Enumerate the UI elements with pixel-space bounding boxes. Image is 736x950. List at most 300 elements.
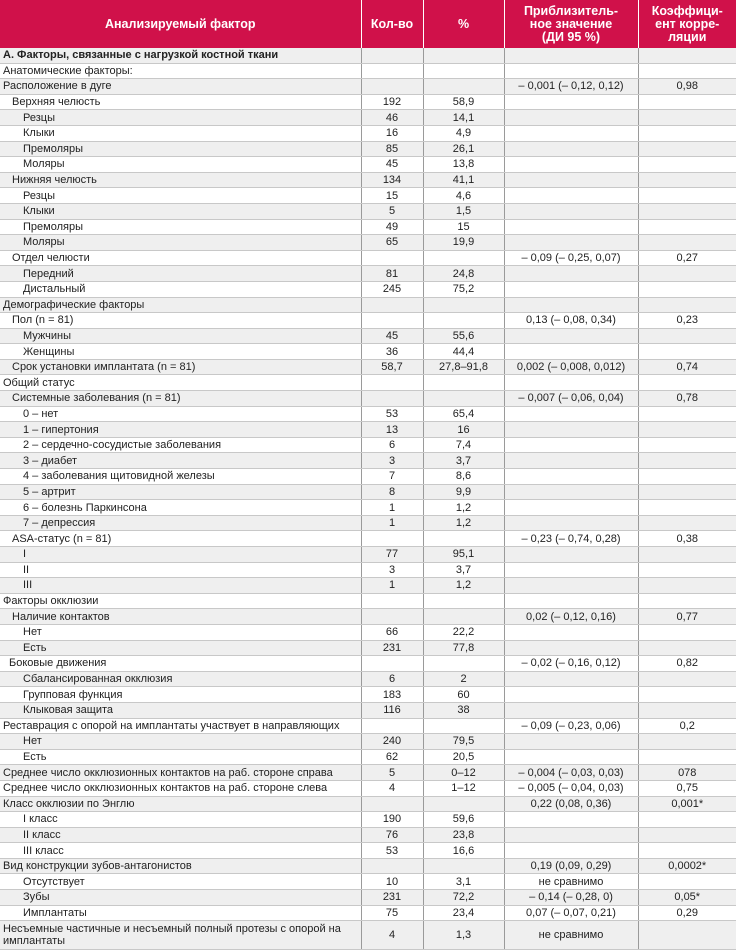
- header-correlation: Коэффици- ент корре- ляции: [638, 0, 736, 48]
- correlation-cell: [638, 640, 736, 656]
- percent-cell: 38: [423, 702, 504, 718]
- percent-cell: [423, 531, 504, 547]
- percent-cell: 60: [423, 687, 504, 703]
- percent-cell: 16,6: [423, 843, 504, 859]
- approx-value-cell: 0,002 (– 0,008, 0,012): [504, 359, 638, 375]
- count-cell: 77: [361, 547, 423, 563]
- approx-value-cell: [504, 469, 638, 485]
- correlation-cell: [638, 593, 736, 609]
- approx-value-cell: [504, 484, 638, 500]
- correlation-cell: [638, 453, 736, 469]
- approx-value-cell: [504, 500, 638, 516]
- count-cell: 66: [361, 624, 423, 640]
- factor-cell: Вид конструкции зубов-антагонистов: [0, 858, 361, 874]
- count-cell: [361, 796, 423, 812]
- correlation-cell: 078: [638, 765, 736, 781]
- percent-cell: 1,3: [423, 921, 504, 950]
- count-cell: 231: [361, 640, 423, 656]
- factor-cell: Клыки: [0, 125, 361, 141]
- table-row: [0, 593, 736, 609]
- factor-cell: 4 – заболевания щитовидной железы: [0, 469, 361, 485]
- table-row: [0, 188, 736, 204]
- count-cell: 81: [361, 266, 423, 282]
- correlation-cell: [638, 281, 736, 297]
- count-cell: 8: [361, 484, 423, 500]
- correlation-cell: 0,78: [638, 391, 736, 407]
- count-cell: 75: [361, 905, 423, 921]
- count-cell: 45: [361, 328, 423, 344]
- percent-cell: [423, 391, 504, 407]
- count-cell: 4: [361, 921, 423, 950]
- approx-value-cell: [504, 671, 638, 687]
- correlation-cell: [638, 562, 736, 578]
- correlation-cell: [638, 110, 736, 126]
- count-cell: 1: [361, 515, 423, 531]
- percent-cell: [423, 375, 504, 391]
- approx-value-cell: [504, 437, 638, 453]
- correlation-cell: [638, 624, 736, 640]
- correlation-cell: [638, 578, 736, 594]
- percent-cell: [423, 796, 504, 812]
- count-cell: 3: [361, 453, 423, 469]
- table-row: [0, 94, 736, 110]
- table-row: [0, 157, 736, 173]
- factor-cell: Нижняя челюсть: [0, 172, 361, 188]
- count-cell: 1: [361, 578, 423, 594]
- correlation-cell: [638, 157, 736, 173]
- percent-cell: 3,7: [423, 562, 504, 578]
- table-row: [0, 578, 736, 594]
- correlation-cell: 0,001*: [638, 796, 736, 812]
- correlation-cell: [638, 749, 736, 765]
- table-row: [0, 905, 736, 921]
- factor-cell: 0 – нет: [0, 406, 361, 422]
- factor-cell: Срок установки имплантата (n = 81): [0, 359, 361, 375]
- count-cell: 15: [361, 188, 423, 204]
- factor-cell: Среднее число окклюзионных контактов на раб. стороне справа: [0, 765, 361, 781]
- percent-cell: 4,6: [423, 188, 504, 204]
- correlation-cell: [638, 671, 736, 687]
- percent-cell: 3,7: [423, 453, 504, 469]
- factor-cell: Пол (n = 81): [0, 313, 361, 329]
- percent-cell: 77,8: [423, 640, 504, 656]
- table-row: [0, 796, 736, 812]
- approx-value-cell: [504, 827, 638, 843]
- count-cell: 6: [361, 671, 423, 687]
- table-row: [0, 406, 736, 422]
- correlation-cell: [638, 219, 736, 235]
- header-count: Кол-во: [361, 0, 423, 48]
- count-cell: 245: [361, 281, 423, 297]
- percent-cell: 19,9: [423, 235, 504, 251]
- factor-cell: Класс окклюзии по Энглю: [0, 796, 361, 812]
- table-row: [0, 874, 736, 890]
- percent-cell: [423, 656, 504, 672]
- approx-value-cell: [504, 687, 638, 703]
- table-row: [0, 391, 736, 407]
- correlation-cell: 0,0002*: [638, 858, 736, 874]
- table-row: [0, 484, 736, 500]
- factor-cell: Клыковая защита: [0, 702, 361, 718]
- table-row: [0, 328, 736, 344]
- factor-cell: Моляры: [0, 157, 361, 173]
- percent-cell: [423, 609, 504, 625]
- correlation-cell: 0,82: [638, 656, 736, 672]
- correlation-cell: [638, 469, 736, 485]
- factor-cell: Верхняя челюсть: [0, 94, 361, 110]
- approx-value-cell: [504, 266, 638, 282]
- factor-cell: Премоляры: [0, 141, 361, 157]
- percent-cell: 16: [423, 422, 504, 438]
- count-cell: [361, 375, 423, 391]
- correlation-cell: [638, 266, 736, 282]
- correlation-cell: [638, 375, 736, 391]
- correlation-cell: [638, 843, 736, 859]
- table-row: [0, 843, 736, 859]
- table-row: [0, 110, 736, 126]
- percent-cell: [423, 48, 504, 63]
- percent-cell: 3,1: [423, 874, 504, 890]
- correlation-cell: [638, 406, 736, 422]
- factor-cell: Групповая функция: [0, 687, 361, 703]
- correlation-cell: [638, 500, 736, 516]
- table-row: [0, 453, 736, 469]
- correlation-cell: [638, 344, 736, 360]
- correlation-cell: 0,38: [638, 531, 736, 547]
- approx-value-cell: [504, 188, 638, 204]
- correlation-cell: 0,77: [638, 609, 736, 625]
- approx-value-cell: – 0,23 (– 0,74, 0,28): [504, 531, 638, 547]
- percent-cell: 24,8: [423, 266, 504, 282]
- count-cell: 49: [361, 219, 423, 235]
- percent-cell: 27,8–91,8: [423, 359, 504, 375]
- percent-cell: 1,2: [423, 515, 504, 531]
- table-row: [0, 858, 736, 874]
- percent-cell: 22,2: [423, 624, 504, 640]
- count-cell: [361, 858, 423, 874]
- factor-cell: Отдел челюсти: [0, 250, 361, 266]
- count-cell: [361, 48, 423, 63]
- factor-cell: Клыки: [0, 203, 361, 219]
- factor-cell: Демографические факторы: [0, 297, 361, 313]
- count-cell: 58,7: [361, 359, 423, 375]
- approx-value-cell: [504, 640, 638, 656]
- correlation-cell: [638, 328, 736, 344]
- factor-cell: ASA-статус (n = 81): [0, 531, 361, 547]
- count-cell: 116: [361, 702, 423, 718]
- factor-cell: Системные заболевания (n = 81): [0, 391, 361, 407]
- factor-cell: Зубы: [0, 890, 361, 906]
- table-row: [0, 921, 736, 950]
- table-row: [0, 500, 736, 516]
- approx-value-cell: 0,02 (– 0,12, 0,16): [504, 609, 638, 625]
- percent-cell: 75,2: [423, 281, 504, 297]
- count-cell: 1: [361, 500, 423, 516]
- table-row: [0, 749, 736, 765]
- approx-value-cell: [504, 110, 638, 126]
- table-row: [0, 765, 736, 781]
- approx-value-cell: [504, 515, 638, 531]
- count-cell: 53: [361, 843, 423, 859]
- count-cell: 16: [361, 125, 423, 141]
- approx-value-cell: [504, 453, 638, 469]
- percent-cell: 26,1: [423, 141, 504, 157]
- table-row: [0, 734, 736, 750]
- count-cell: [361, 718, 423, 734]
- correlation-cell: [638, 921, 736, 950]
- factor-cell: Реставрация с опорой на имплантаты участвует в направляющих: [0, 718, 361, 734]
- correlation-cell: 0,75: [638, 780, 736, 796]
- percent-cell: 1,2: [423, 578, 504, 594]
- percent-cell: 23,4: [423, 905, 504, 921]
- factor-cell: Резцы: [0, 110, 361, 126]
- correlation-cell: [638, 484, 736, 500]
- table-row: [0, 718, 736, 734]
- table-row: [0, 250, 736, 266]
- approx-value-cell: не сравнимо: [504, 874, 638, 890]
- percent-cell: 8,6: [423, 469, 504, 485]
- approx-value-cell: [504, 219, 638, 235]
- table-row: [0, 562, 736, 578]
- correlation-cell: [638, 203, 736, 219]
- percent-cell: [423, 79, 504, 95]
- table-row: [0, 48, 736, 63]
- percent-cell: [423, 718, 504, 734]
- count-cell: [361, 609, 423, 625]
- count-cell: 183: [361, 687, 423, 703]
- factor-cell: Анатомические факторы:: [0, 63, 361, 79]
- percent-cell: 2: [423, 671, 504, 687]
- count-cell: 65: [361, 235, 423, 251]
- approx-value-cell: [504, 125, 638, 141]
- approx-value-cell: [504, 172, 638, 188]
- percent-cell: 79,5: [423, 734, 504, 750]
- percent-cell: [423, 63, 504, 79]
- percent-cell: [423, 858, 504, 874]
- correlation-cell: [638, 515, 736, 531]
- factor-cell: Сбалансированная окклюзия: [0, 671, 361, 687]
- table-row: [0, 780, 736, 796]
- factor-cell: А. Факторы, связанные с нагрузкой костной ткани: [0, 48, 361, 63]
- correlation-cell: [638, 422, 736, 438]
- percent-cell: 23,8: [423, 827, 504, 843]
- correlation-cell: [638, 125, 736, 141]
- correlation-cell: [638, 297, 736, 313]
- percent-cell: 4,9: [423, 125, 504, 141]
- approx-value-cell: [504, 48, 638, 63]
- approx-value-cell: – 0,14 (– 0,28, 0): [504, 890, 638, 906]
- factor-cell: 1 – гипертония: [0, 422, 361, 438]
- percent-cell: 1–12: [423, 780, 504, 796]
- approx-value-cell: [504, 203, 638, 219]
- count-cell: [361, 297, 423, 313]
- correlation-cell: 0,23: [638, 313, 736, 329]
- approx-value-cell: [504, 593, 638, 609]
- correlation-cell: [638, 141, 736, 157]
- factor-cell: Моляры: [0, 235, 361, 251]
- correlation-cell: [638, 827, 736, 843]
- percent-cell: [423, 297, 504, 313]
- table-row: [0, 297, 736, 313]
- table-row: [0, 640, 736, 656]
- table-row: [0, 827, 736, 843]
- count-cell: 240: [361, 734, 423, 750]
- factor-cell: 3 – диабет: [0, 453, 361, 469]
- percent-cell: 1,5: [423, 203, 504, 219]
- approx-value-cell: [504, 578, 638, 594]
- factor-cell: III: [0, 578, 361, 594]
- factor-cell: 7 – депрессия: [0, 515, 361, 531]
- factor-cell: Нет: [0, 624, 361, 640]
- percent-cell: 15: [423, 219, 504, 235]
- count-cell: 5: [361, 765, 423, 781]
- percent-cell: 1,2: [423, 500, 504, 516]
- table-row: [0, 624, 736, 640]
- table-row: [0, 422, 736, 438]
- header-approx-value: Приблизитель- ное значение (ДИ 95 %): [504, 0, 638, 48]
- correlation-cell: 0,29: [638, 905, 736, 921]
- percent-cell: 72,2: [423, 890, 504, 906]
- percent-cell: 65,4: [423, 406, 504, 422]
- percent-cell: 14,1: [423, 110, 504, 126]
- correlation-cell: [638, 874, 736, 890]
- approx-value-cell: [504, 624, 638, 640]
- percent-cell: 20,5: [423, 749, 504, 765]
- approx-value-cell: [504, 297, 638, 313]
- header-percent: %: [423, 0, 504, 48]
- count-cell: 10: [361, 874, 423, 890]
- count-cell: 45: [361, 157, 423, 173]
- factor-cell: 5 – артрит: [0, 484, 361, 500]
- percent-cell: 59,6: [423, 812, 504, 828]
- count-cell: 192: [361, 94, 423, 110]
- factor-cell: Среднее число окклюзионных контактов на раб. стороне слева: [0, 780, 361, 796]
- correlation-cell: [638, 547, 736, 563]
- correlation-cell: [638, 687, 736, 703]
- count-cell: 53: [361, 406, 423, 422]
- count-cell: 5: [361, 203, 423, 219]
- approx-value-cell: [504, 547, 638, 563]
- table-row: [0, 266, 736, 282]
- factor-cell: Боковые движения: [0, 656, 361, 672]
- percent-cell: 58,9: [423, 94, 504, 110]
- count-cell: 231: [361, 890, 423, 906]
- factor-cell: II: [0, 562, 361, 578]
- factor-cell: Факторы окклюзии: [0, 593, 361, 609]
- correlation-cell: [638, 172, 736, 188]
- approx-value-cell: – 0,001 (– 0,12, 0,12): [504, 79, 638, 95]
- approx-value-cell: [504, 562, 638, 578]
- approx-value-cell: 0,19 (0,09, 0,29): [504, 858, 638, 874]
- factor-cell: I класс: [0, 812, 361, 828]
- percent-cell: 9,9: [423, 484, 504, 500]
- table-row: [0, 469, 736, 485]
- table-row: [0, 79, 736, 95]
- approx-value-cell: – 0,004 (– 0,03, 0,03): [504, 765, 638, 781]
- count-cell: 46: [361, 110, 423, 126]
- factor-cell: Женщины: [0, 344, 361, 360]
- table-row: [0, 219, 736, 235]
- table-row: [0, 375, 736, 391]
- percent-cell: [423, 250, 504, 266]
- approx-value-cell: [504, 94, 638, 110]
- table-row: [0, 359, 736, 375]
- factor-cell: 6 – болезнь Паркинсона: [0, 500, 361, 516]
- table-row: [0, 890, 736, 906]
- approx-value-cell: [504, 63, 638, 79]
- approx-value-cell: 0,13 (– 0,08, 0,34): [504, 313, 638, 329]
- percent-cell: 95,1: [423, 547, 504, 563]
- table-row: [0, 609, 736, 625]
- table-row: [0, 172, 736, 188]
- correlation-cell: [638, 437, 736, 453]
- approx-value-cell: [504, 843, 638, 859]
- factor-cell: Премоляры: [0, 219, 361, 235]
- correlation-cell: [638, 48, 736, 63]
- correlation-cell: [638, 235, 736, 251]
- count-cell: 36: [361, 344, 423, 360]
- correlation-cell: [638, 188, 736, 204]
- correlation-cell: 0,27: [638, 250, 736, 266]
- factor-cell: Отсутствует: [0, 874, 361, 890]
- table-row: [0, 203, 736, 219]
- approx-value-cell: [504, 749, 638, 765]
- header-factor: Анализируемый фактор: [0, 0, 361, 48]
- approx-value-cell: [504, 734, 638, 750]
- approx-value-cell: – 0,09 (– 0,25, 0,07): [504, 250, 638, 266]
- percent-cell: 7,4: [423, 437, 504, 453]
- percent-cell: 13,8: [423, 157, 504, 173]
- count-cell: 190: [361, 812, 423, 828]
- count-cell: [361, 250, 423, 266]
- factor-cell: Передний: [0, 266, 361, 282]
- factor-cell: II класс: [0, 827, 361, 843]
- correlation-cell: [638, 94, 736, 110]
- count-cell: 13: [361, 422, 423, 438]
- count-cell: 85: [361, 141, 423, 157]
- count-cell: 4: [361, 780, 423, 796]
- table-row: [0, 141, 736, 157]
- table-row: [0, 531, 736, 547]
- table-header: [0, 0, 736, 48]
- approx-value-cell: [504, 141, 638, 157]
- table-row: [0, 344, 736, 360]
- count-cell: 6: [361, 437, 423, 453]
- table-row: [0, 437, 736, 453]
- table-row: [0, 281, 736, 297]
- factor-cell: Есть: [0, 640, 361, 656]
- table-row: [0, 63, 736, 79]
- table-body: [0, 48, 736, 950]
- table-row: [0, 125, 736, 141]
- approx-value-cell: [504, 406, 638, 422]
- approx-value-cell: – 0,007 (– 0,06, 0,04): [504, 391, 638, 407]
- correlation-cell: 0,05*: [638, 890, 736, 906]
- correlation-cell: 0,2: [638, 718, 736, 734]
- table-row: [0, 235, 736, 251]
- correlation-cell: [638, 63, 736, 79]
- factor-cell: III класс: [0, 843, 361, 859]
- approx-value-cell: [504, 281, 638, 297]
- count-cell: 62: [361, 749, 423, 765]
- approx-value-cell: не сравнимо: [504, 921, 638, 950]
- factor-cell: Есть: [0, 749, 361, 765]
- table-row: [0, 687, 736, 703]
- table-row: [0, 812, 736, 828]
- count-cell: [361, 531, 423, 547]
- count-cell: [361, 656, 423, 672]
- table-row: [0, 313, 736, 329]
